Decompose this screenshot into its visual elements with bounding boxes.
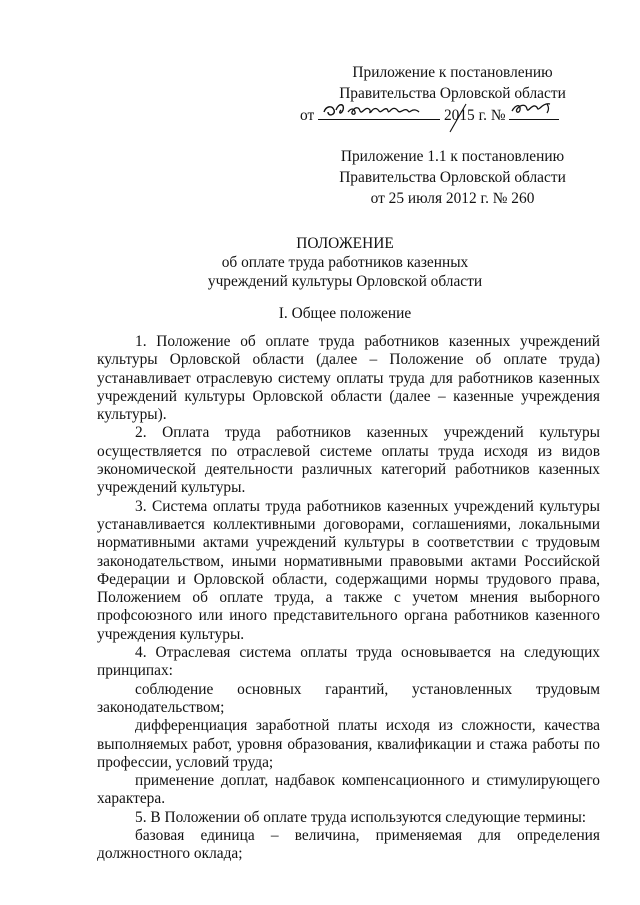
handwritten-date-field [318, 104, 440, 120]
title-sub-2: учреждений культуры Орловской области [207, 273, 483, 290]
pen-stroke-mark [446, 102, 470, 134]
paragraph-4-item-3: применение доплат, надбавок компенсационного и стимулирующего характера. [97, 772, 600, 808]
paragraph-1: 1. Положение об оплате труда работников казенных учреждений культуры Орловской области (далее – Положение об оплате труда) устанавливает отраслевую систему оплаты труда для работников казенных учреждений культуры Орловской области (далее – казенные учреждения культуры). [97, 333, 600, 424]
document-body [97, 333, 600, 864]
document-title [140, 234, 550, 291]
paragraph-4-item-1: соблюдение основных гарантий, установленных трудовым законодательством; [97, 680, 600, 716]
annex2-line-1: Приложение 1.1 к постановлению [340, 148, 565, 165]
annex2-line-3: от 25 июля 2012 г. № 260 [370, 190, 535, 207]
annex-line-1: Приложение к постановлению [352, 64, 553, 81]
annex-1-1-header [305, 146, 600, 209]
paragraph-5-term-1: базовая единица – величина, применяемая для определения должностного оклада; [97, 827, 600, 863]
date-prefix: от [300, 107, 315, 124]
paragraph-4-item-2: дифференциация заработной платы исходя из сложности, качества выполняемых работ, уровня образования, квалификации и стажа работы по профессии, условий труда; [97, 717, 600, 771]
paragraph-3: 3. Система оплаты труда работников казенных учреждений культуры устанавливается коллективными договорами, соглашениями, локальными нормативными актами учреждений культуры в соответствии с трудовым законодательством, иными нормативными правовыми актами Российской Федерации и Орловской области, содержащими нормы трудового права, Положением об оплате труда, а также с учетом мнения выборного профсоюзного или иного представительного органа работников казенного учреждения культуры. [97, 497, 600, 643]
year-text: 2015 г. № [443, 107, 506, 124]
handwritten-number-signature [509, 98, 559, 120]
handwritten-date-signature [318, 98, 440, 120]
annex-line-2: Правительства Орловской области [339, 85, 566, 102]
paragraph-2: 2. Оплата труда работников казенных учреждений культуры осуществляется по отраслевой системе оплаты труда исходя из видов экономической деятельности различных категорий работников казенных учреждений культуры. [97, 424, 600, 497]
annex2-line-2: Правительства Орловской области [339, 169, 566, 186]
handwritten-number-field [509, 104, 559, 120]
section-heading: I. Общее положение [278, 305, 412, 322]
title-main: ПОЛОЖЕНИЕ [296, 235, 394, 252]
title-sub-1: об оплате труда работников казенных [221, 254, 469, 271]
paragraph-5: 5. В Положении об оплате труда используются следующие термины: [135, 808, 587, 826]
paragraph-4: 4. Отраслевая система оплаты труда основывается на следующих принципах: [97, 644, 600, 680]
